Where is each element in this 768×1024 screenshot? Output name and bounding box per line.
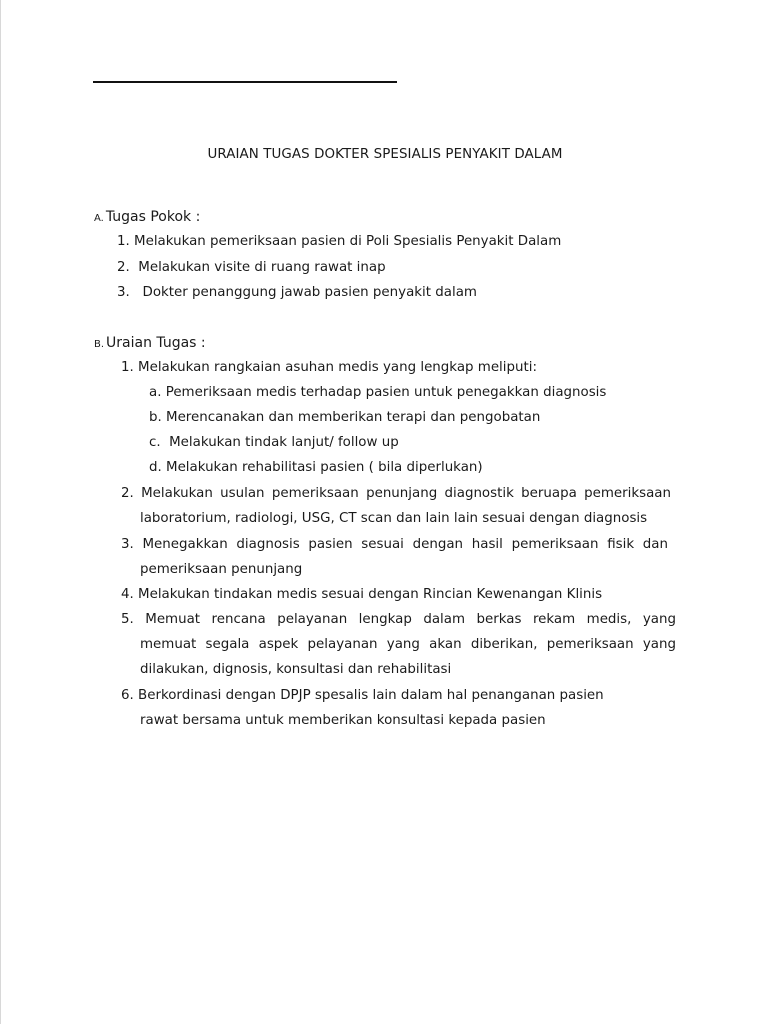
section-b-title: Uraian Tugas : [106, 335, 206, 351]
section-b-item-4: 4. Melakukan tindakan medis sesuai dengan Rincian Kewenangan Klinis [121, 587, 603, 602]
section-b-item-5-line-2: memuat segala aspek pelayanan yang akan diberikan, pemeriksaan yang [140, 637, 676, 652]
section-b-item-3-line-1: 3. Menegakkan diagnosis pasien sesuai dengan hasil pemeriksaan fisik dan [121, 537, 668, 552]
section-b-item-3-line-2: pemeriksaan penunjang [140, 562, 303, 577]
section-b-item-1: 1. Melakukan rangkaian asuhan medis yang lengkap meliputi: [121, 360, 537, 375]
section-b-heading [94, 334, 206, 354]
section-b-item-5-line-3: dilakukan, dignosis, konsultasi dan rehabilitasi [140, 662, 452, 677]
section-b-item-6-line-1: 6. Berkordinasi dengan DPJP spesalis lain dalam hal penanganan pasien [121, 688, 604, 703]
section-a-item-1: 1. Melakukan pemeriksaan pasien di Poli Spesialis Penyakit Dalam [117, 234, 562, 249]
section-a-heading [94, 208, 200, 228]
section-b-item-6-line-2: rawat bersama untuk memberikan konsultasi kepada pasien [140, 713, 546, 728]
section-a-title: Tugas Pokok : [105, 209, 201, 225]
section-b-letter: B. [94, 339, 105, 350]
section-b-subitem-d: d. Melakukan rehabilitasi pasien ( bila diperlukan) [149, 460, 483, 475]
section-b-subitem-b: b. Merencanakan dan memberikan terapi dan pengobatan [149, 410, 541, 425]
section-b-item-5-line-1: 5. Memuat rencana pelayanan lengkap dalam berkas rekam medis, yang [121, 612, 676, 627]
section-b-subitem-a: a. Pemeriksaan medis terhadap pasien untuk penegakkan diagnosis [149, 385, 607, 400]
section-b-item-2-line-2: laboratorium, radiologi, USG, CT scan dan lain lain sesuai dengan diagnosis [140, 511, 648, 526]
document-title: URAIAN TUGAS DOKTER SPESIALIS PENYAKIT DALAM [207, 147, 563, 162]
section-b-subitem-c: c. Melakukan tindak lanjut/ follow up [149, 435, 399, 450]
section-a-letter: A. [94, 213, 104, 224]
header-rule [93, 81, 397, 83]
section-a-item-3: 3. Dokter penanggung jawab pasien penyakit dalam [117, 285, 477, 300]
section-b-item-2-line-1: 2. Melakukan usulan pemeriksaan penunjang diagnostik beruapa pemeriksaan [121, 486, 671, 501]
section-a-item-2: 2. Melakukan visite di ruang rawat inap [117, 260, 386, 275]
